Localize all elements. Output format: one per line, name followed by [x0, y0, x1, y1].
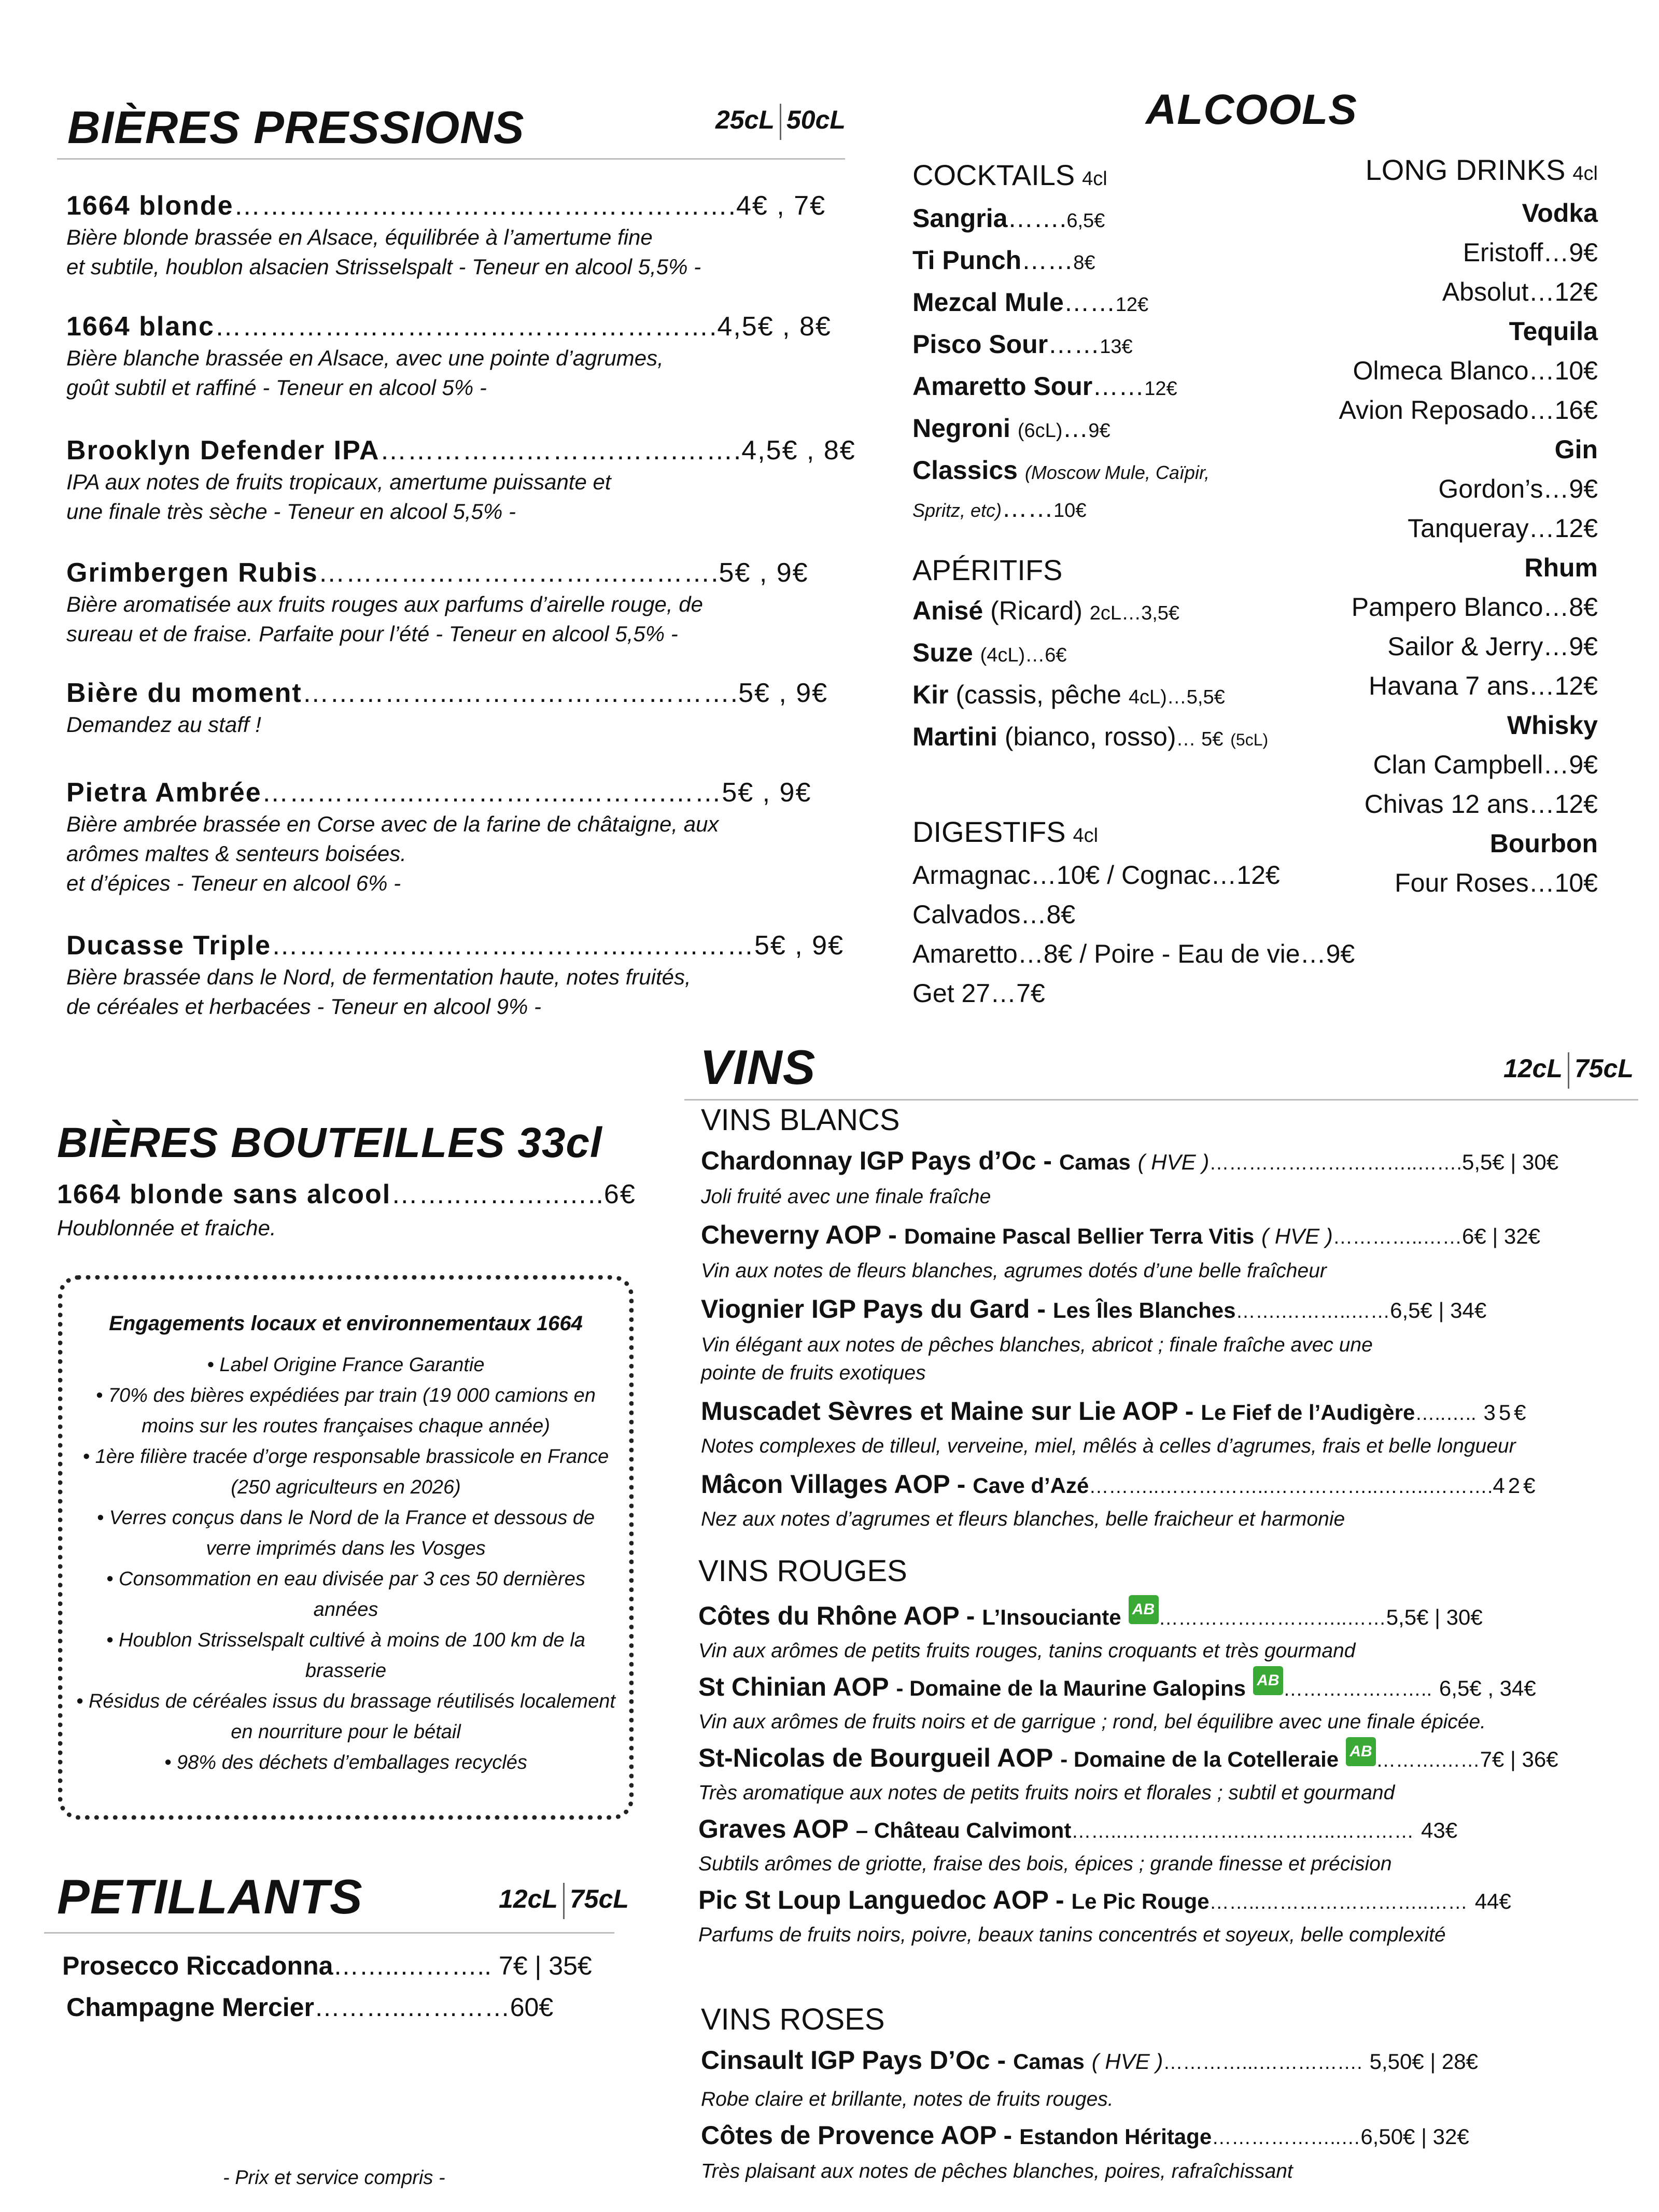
engagement-item: • Résidus de céréales issus du brassage réutilisés localement en nourriture pour le bétail [76, 1690, 615, 1743]
long-drinks-unit: 4cl [1572, 163, 1598, 185]
long-drink-group: Tequila [1509, 317, 1598, 346]
ab-organic-icon: AB [1253, 1666, 1283, 1695]
menu-text [701, 1394, 1644, 1430]
menu-text: Kir [912, 680, 949, 709]
wine-item [701, 1292, 1644, 1387]
beer-name: Ducasse Triple [66, 931, 272, 961]
menu-text [1235, 150, 1598, 193]
engagement-item: • Consommation en eau divisée par 3 ces 50 dernières années [106, 1568, 585, 1621]
menu-text [66, 929, 845, 962]
menu-text: ( HVE ) [1261, 1224, 1333, 1248]
cocktail-item [912, 199, 1210, 241]
menu-text: …………………………..……. [1209, 1152, 1462, 1174]
size-75cl: 75cL [569, 1884, 629, 1914]
beer-price: 4€ , 7€ [736, 191, 826, 221]
menu-text: 13€ [1100, 336, 1133, 358]
menu-text [698, 1599, 1647, 1635]
menu-text [701, 2119, 1644, 2154]
long-drinks-title: LONG DRINKS [1365, 153, 1566, 186]
menu-text: ……….…… [1376, 1750, 1480, 1771]
menu-text: 12€ [1144, 378, 1177, 400]
long-drink-group: Vodka [1522, 199, 1598, 228]
cocktail-item [912, 325, 1210, 367]
cocktail-item-classics [912, 450, 1210, 492]
cocktail-item [912, 408, 1210, 450]
menu-text: …………...……………. [1163, 2052, 1362, 2074]
menu-text: 6,5€ | 34€ [1390, 1298, 1487, 1322]
menu-text: 6,50€ | 32€ [1360, 2124, 1469, 2149]
petillant-item [62, 1949, 592, 1982]
menu-text: Pic St Loup Languedoc AOP - [698, 1885, 1064, 1914]
menu-text: Côtes de Provence AOP - [701, 2121, 1013, 2150]
beer-desc: Demandez au staff ! [66, 712, 261, 737]
menu-text [66, 677, 834, 710]
petillant-price: 7€ | 35€ [498, 1951, 592, 1980]
menu-text [701, 2044, 1644, 2079]
long-drink-item: Absolut…12€ [1442, 277, 1598, 306]
beer-item [66, 929, 845, 1021]
beer-name: Pietra Ambrée [66, 778, 262, 808]
long-drink-group: Gin [1554, 435, 1598, 464]
beer-desc: arômes maltes & senteurs boisées. [66, 841, 406, 866]
menu-text: Negroni [912, 414, 1010, 443]
beer-price: 5€ , 9€ [738, 678, 828, 708]
engagement-item: • Verres conçus dans le Nord de la France et dessous de verre imprimés dans les Vosges [96, 1507, 595, 1559]
menu-text [1235, 430, 1598, 469]
wine-item [701, 1144, 1644, 1211]
menu-text: Chardonnay IGP Pays d’Oc - [701, 1146, 1052, 1175]
menu-text: L’Insouciante [982, 1605, 1121, 1629]
ab-organic-icon: AB [1129, 1595, 1159, 1624]
beer-price: 4,5€ , 8€ [741, 435, 856, 466]
menu-text: Cheverny AOP - [701, 1220, 897, 1249]
menu-text: 10€ [1053, 500, 1087, 522]
menu-text [698, 1670, 1647, 1706]
menu-text: Nez aux notes d’agrumes et fleurs blanches, belle fraicheur et harmonie [701, 1508, 1345, 1530]
menu-text: ( HVE ) [1137, 1150, 1210, 1174]
engagements-title: Engagements locaux et environnementaux 1664 [109, 1312, 583, 1335]
menu-text: Robe claire et brillante, notes de fruits rouges. [701, 2088, 1114, 2110]
menu-text: Camas [1059, 1150, 1131, 1174]
wine-item [698, 1670, 1647, 1736]
beer-item [66, 556, 834, 649]
wine-item [701, 1468, 1644, 1533]
menu-text: ……..……………………..…… [1209, 1892, 1468, 1913]
menu-text: Martini [912, 722, 997, 751]
menu-text: (5cL) [1230, 730, 1269, 749]
beer-dots: …………………………….………. [318, 558, 719, 588]
petillant-price: 60€ [510, 1993, 554, 2022]
menu-text: ………………….. [1283, 1679, 1432, 1700]
menu-text: 2cL [1089, 602, 1122, 624]
engagement-item: • Houblon Strisselspalt cultivé à moins de 100 km de la brasserie [106, 1629, 585, 1682]
menu-text: (6cL) [1017, 420, 1063, 442]
menu-text: Anisé [912, 596, 983, 625]
menu-text: Le Pic Rouge [1071, 1889, 1210, 1913]
menu-text [66, 434, 856, 467]
menu-text: Estandon Héritage [1019, 2124, 1212, 2149]
menu-text: pointe de fruits exotiques [701, 1362, 926, 1384]
menu-text: 5,5€ | 30€ [1462, 1150, 1559, 1174]
beer-desc: Bière brassée dans le Nord, de fermentation haute, notes fruités, [66, 965, 691, 989]
menu-text: Côtes du Rhône AOP - [698, 1601, 975, 1630]
menu-text: St-Nicolas de Bourgueil AOP [698, 1743, 1053, 1772]
menu-text [1235, 548, 1598, 587]
menu-text [780, 104, 781, 140]
menu-text: 44€ [1474, 1889, 1511, 1913]
petillant-name: Prosecco Riccadonna [62, 1951, 333, 1980]
menu-text: 42€ [1493, 1473, 1539, 1498]
beer-dots: …………….……….…….……. [379, 435, 742, 466]
menu-text: 8€ [1073, 252, 1095, 274]
beer-desc: IPA aux notes de fruits tropicaux, amertume puissante et [66, 470, 611, 494]
vins-rouges-section [698, 1553, 1647, 1949]
menu-text: Joli fruité avec une finale fraîche [701, 1186, 991, 1208]
beer-dots: …………………………………..………… [271, 931, 754, 961]
menu-text: 12€ [1115, 294, 1149, 316]
digestif-line: Get 27…7€ [912, 979, 1045, 1008]
long-drink-group: Whisky [1507, 711, 1598, 740]
size-12cl: 12cL [1503, 1054, 1563, 1083]
menu-text: … 5€ [1176, 728, 1224, 750]
long-drink-item: Olmeca Blanco…10€ [1353, 356, 1598, 385]
menu-text: 5,50€ | 28€ [1369, 2049, 1478, 2074]
vins-roses-title: VINS ROSES [701, 2003, 885, 2036]
engagement-item: • Label Origine France Garantie [207, 1354, 485, 1376]
menu-text: …3,5€ [1121, 602, 1180, 624]
wine-item [701, 2119, 1644, 2186]
menu-text: Pisco Sour [912, 330, 1048, 359]
menu-text: Classics [912, 456, 1018, 485]
bieres-pressions-size-header [715, 104, 846, 140]
menu-text [66, 556, 834, 589]
beer-price: 5€ , 9€ [754, 931, 845, 961]
menu-text: …… [1063, 288, 1116, 317]
beer-item [66, 776, 834, 898]
menu-text: Parfums de fruits noirs, poivre, beaux tanins concentrés et soyeux, belle complexité [698, 1924, 1446, 1946]
menu-text [1568, 1052, 1569, 1089]
long-drink-item: Clan Campbell…9€ [1373, 750, 1598, 779]
digestifs-unit: 4cl [1073, 825, 1099, 847]
beer-desc: Bière ambrée brassée en Corse avec de la farine de châtaigne, aux [66, 812, 719, 836]
menu-text: … [1062, 414, 1089, 443]
menu-text: Subtils arômes de griotte, fraise des bois, épices ; grande finesse et précision [698, 1853, 1392, 1875]
cocktails-unit: 4cl [1082, 168, 1107, 190]
menu-text: – Château Calvimont [855, 1818, 1072, 1842]
bieres-pressions-title: BIÈRES PRESSIONS [67, 102, 525, 153]
long-drink-group: Rhum [1524, 553, 1598, 582]
menu-text: 43€ [1421, 1818, 1458, 1842]
size-50cl: 50cL [786, 105, 846, 135]
petillant-dots: ………..………… [314, 1993, 510, 2022]
menu-text: Muscadet Sèvres et Maine sur Lie AOP - [701, 1397, 1194, 1426]
menu-text: …… [1048, 330, 1100, 359]
digestif-line: Amaretto…8€ / Poire - Eau de vie…9€ [912, 939, 1355, 968]
long-drink-item: Tanqueray…12€ [1408, 514, 1598, 543]
beer-desc: Bière blonde brassée en Alsace, équilibrée à l’amertume fine [66, 225, 653, 249]
menu-text: Camas [1013, 2049, 1085, 2074]
menu-text: 6€ | 32€ [1461, 1224, 1541, 1248]
menu-text: - Domaine de la Maurine Galopins [896, 1676, 1246, 1700]
menu-text: 5,5€ | 30€ [1386, 1605, 1483, 1629]
footer-note: - Prix et service compris - [223, 2167, 445, 2189]
menu-text: (Ricard) [990, 596, 1082, 625]
petillants-size-header [499, 1883, 629, 1919]
beer-desc: une finale très sèche - Teneur en alcool 5,5% - [66, 499, 516, 524]
digestif-line: Armagnac…10€ / Cognac…12€ [912, 861, 1280, 890]
petillants-rule [44, 1932, 614, 1934]
menu-text: 9€ [1088, 420, 1110, 442]
menu-text: …….………..…… [1235, 1301, 1390, 1322]
menu-text: ………..……………..……………..……..………. [1089, 1476, 1493, 1498]
petillant-item [66, 1991, 553, 2024]
menu-text [912, 551, 1268, 591]
wine-item [698, 1812, 1647, 1878]
size-12cl: 12cL [499, 1884, 558, 1914]
bottle-beer-dots: ……..………..….. [391, 1179, 604, 1209]
beer-desc: et subtile, houblon alsacien Strisselspalt - Teneur en alcool 5,5% - [66, 255, 701, 279]
menu-text: ………………..… [1212, 2127, 1361, 2149]
menu-text [701, 1218, 1644, 1254]
menu-text: Vin élégant aux notes de pêches blanches, abricot ; finale fraîche avec une [701, 1334, 1373, 1356]
digestifs-title: DIGESTIFS [912, 815, 1066, 848]
beer-dots: ………………………………………………. [214, 312, 718, 342]
menu-text: Très plaisant aux notes de pêches blanches, poires, rafraîchissant [701, 2160, 1293, 2182]
bieres-pressions-rule [57, 158, 845, 160]
engagements-list [63, 1350, 629, 1778]
beer-desc: Bière blanche brassée en Alsace, avec une pointe d’agrumes, [66, 346, 664, 370]
menu-text [563, 1883, 565, 1919]
menu-text [1235, 193, 1598, 233]
wine-item [701, 1394, 1644, 1460]
menu-text: …… [1002, 494, 1054, 523]
beer-name: Brooklyn Defender IPA [66, 435, 380, 466]
menu-text: Spritz, etc) [912, 500, 1002, 521]
bottle-beer-name: 1664 blonde sans alcool [57, 1179, 391, 1209]
menu-text: Notes complexes de tilleul, verveine, miel, mêlés à celles d’agrumes, frais et belle longueur [701, 1435, 1516, 1457]
menu-text: - Domaine de la Cotelleraie [1060, 1747, 1339, 1771]
menu-text: …… [1092, 372, 1145, 401]
menu-text: Les Îles Blanches [1052, 1298, 1236, 1322]
menu-text: (bianco, rosso) [1004, 722, 1176, 751]
menu-text: ……..……………….…………..………… [1071, 1821, 1414, 1842]
long-drink-group: Bourbon [1489, 829, 1598, 858]
petillant-dots: ……..……….. [333, 1951, 491, 1980]
size-75cl: 75cL [1574, 1054, 1634, 1083]
aperitif-item [912, 591, 1268, 633]
menu-text: 6,5€ [1066, 210, 1105, 232]
beer-item [66, 189, 834, 281]
beer-item [66, 677, 834, 739]
cocktail-item-classics-cont [912, 492, 1210, 526]
beer-item [66, 310, 834, 402]
wine-item [701, 2044, 1644, 2114]
menu-text: Mâcon Villages AOP - [701, 1470, 966, 1499]
menu-text [1235, 312, 1598, 351]
aperitifs-section [912, 551, 1268, 759]
beer-desc: de céréales et herbacées - Teneur en alcool 9% - [66, 994, 542, 1019]
beer-name: Grimbergen Rubis [66, 558, 318, 588]
size-25cl: 25cL [715, 105, 775, 135]
vins-title: VINS [700, 1040, 816, 1094]
cocktails-title: COCKTAILS [912, 159, 1075, 191]
menu-text: 4cL) [1128, 686, 1167, 708]
wine-item [701, 1218, 1644, 1285]
bottle-beer-price: 6€ [603, 1179, 636, 1209]
cocktail-item [912, 367, 1210, 408]
menu-text: St Chinian AOP [698, 1672, 889, 1701]
menu-text: Cinsault IGP Pays D’Oc - [701, 2046, 1006, 2075]
aperitifs-title: APÉRITIFS [912, 554, 1063, 586]
beer-name: 1664 blanc [66, 312, 215, 342]
long-drink-item: Avion Reposado…16€ [1339, 396, 1598, 425]
bottle-beer-desc: Houblonnée et fraiche. [57, 1216, 276, 1240]
menu-text: …6€ [1025, 644, 1067, 666]
engagement-item: • 70% des bières expédiées par train (19 000 camions en moins sur les routes françaises chaque année) [96, 1385, 596, 1437]
menu-text: 35€ [1483, 1400, 1529, 1425]
vins-rule [684, 1099, 1638, 1101]
beer-dots: ……………..…………………………. [302, 678, 739, 708]
long-drink-item: Pampero Blanco…8€ [1351, 593, 1598, 622]
beer-item [66, 434, 856, 526]
long-drink-item: Four Roses…10€ [1395, 868, 1598, 897]
aperitif-item [912, 633, 1268, 675]
beer-desc: Bière aromatisée aux fruits rouges aux parfums d’airelle rouge, de [66, 592, 703, 616]
vins-blancs-section [701, 1102, 1644, 1533]
engagement-item: • 98% des déchets d’emballages recyclés [164, 1752, 527, 1773]
menu-text: …5,5€ [1166, 686, 1225, 708]
vins-size-header [1503, 1052, 1634, 1089]
vins-roses-section [701, 2001, 1644, 2186]
menu-text: ………………………..…… [1158, 1608, 1386, 1629]
menu-text: Vin aux arômes de petits fruits rouges, tanins croquants et très gourmand [698, 1640, 1356, 1662]
menu-text: (4cL) [980, 644, 1025, 666]
menu-text [66, 310, 834, 343]
menu-text: Ti Punch [912, 246, 1022, 275]
wine-item [698, 1741, 1647, 1807]
petillants-title: PETILLANTS [57, 1869, 363, 1924]
aperitif-item [912, 675, 1268, 717]
ab-organic-icon: AB [1346, 1737, 1376, 1766]
long-drinks-section [1235, 150, 1598, 903]
beer-price: 4,5€ , 8€ [717, 312, 832, 342]
menu-text: Vin aux notes de fleurs blanches, agrumes dotés d’une belle fraîcheur [701, 1260, 1327, 1282]
wine-item [698, 1599, 1647, 1665]
menu-text: (cassis, pêche [955, 680, 1121, 709]
menu-text: Viognier IGP Pays du Gard - [701, 1294, 1046, 1323]
menu-text: …………..…… [1332, 1227, 1462, 1248]
long-drink-item: Gordon’s…9€ [1438, 474, 1598, 503]
menu-text: …… [1021, 246, 1074, 275]
menu-text: ……. [1007, 204, 1067, 233]
menu-text [912, 156, 1210, 199]
engagements-box [58, 1275, 634, 1820]
menu-text: Mezcal Mule [912, 288, 1064, 317]
menu-text [1235, 706, 1598, 745]
menu-text: Suze [912, 638, 973, 667]
menu-text [66, 776, 834, 809]
long-drink-item: Chivas 12 ans…12€ [1364, 790, 1598, 819]
menu-text [1235, 824, 1598, 863]
menu-text: Le Fief de l’Audigère [1201, 1400, 1415, 1425]
cocktails-section [912, 156, 1210, 526]
menu-text [66, 189, 834, 222]
menu-text: 7€ | 36€ [1480, 1747, 1558, 1771]
beer-dots: ……………..….…………..……….…… [261, 778, 722, 808]
aperitif-item [912, 717, 1268, 759]
beer-name: Bière du moment [66, 678, 302, 708]
menu-text: Domaine Pascal Bellier Terra Vitis [904, 1224, 1255, 1248]
vins-rouges-title: VINS ROUGES [698, 1554, 907, 1588]
menu-text: Cave d’Azé [973, 1473, 1089, 1498]
bottle-beer-line [57, 1178, 636, 1211]
long-drink-item: Eristoff…9€ [1463, 238, 1598, 267]
beer-desc: et d’épices - Teneur en alcool 6% - [66, 871, 401, 895]
menu-text [701, 1144, 1644, 1180]
menu-text: Amaretto Sour [912, 372, 1093, 401]
menu-text [698, 1812, 1647, 1848]
digestif-line: Calvados…8€ [912, 900, 1076, 929]
menu-text: Graves AOP [698, 1814, 849, 1843]
long-drink-item: Havana 7 ans…12€ [1369, 671, 1598, 700]
menu-text: ( HVE ) [1091, 2049, 1163, 2074]
menu-text: 6,5€ , 34€ [1439, 1676, 1536, 1700]
petillant-name: Champagne Mercier [66, 1993, 314, 2022]
engagement-item: • 1ère filière tracée d’orge responsable brassicole en France (250 agriculteurs en 2026) [82, 1446, 609, 1498]
bieres-bouteilles-title: BIÈRES BOUTEILLES 33cl [57, 1119, 602, 1166]
beer-name: 1664 blonde [66, 191, 234, 221]
menu-text: (Moscow Mule, Caïpir, [1024, 462, 1210, 483]
wine-item [698, 1883, 1647, 1949]
alcools-title: ALCOOLS [1146, 86, 1357, 133]
beer-price: 5€ , 9€ [719, 558, 809, 588]
cocktail-item [912, 241, 1210, 283]
beer-desc: sureau et de fraise. Parfaite pour l’été - Teneur en alcool 5,5% - [66, 622, 678, 646]
menu-text [701, 1468, 1644, 1503]
long-drink-item: Sailor & Jerry…9€ [1387, 632, 1598, 661]
menu-text: Sangria [912, 204, 1008, 233]
beer-dots: ………………………………………………. [233, 191, 737, 221]
beer-desc: goût subtil et raffiné - Teneur en alcool 5% - [66, 375, 487, 400]
menu-text: Vin aux arômes de fruits noirs et de garrigue ; rond, bel équilibre avec une finale épicée. [698, 1711, 1486, 1733]
cocktail-item [912, 283, 1210, 325]
menu-text [698, 1741, 1647, 1777]
menu-text [698, 1883, 1647, 1919]
beer-price: 5€ , 9€ [722, 778, 812, 808]
menu-text [701, 1292, 1644, 1328]
menu-text: …..….. [1415, 1403, 1477, 1425]
menu-text: Très aromatique aux notes de petits fruits noirs et florales ; subtil et gourmand [698, 1782, 1395, 1804]
vins-blancs-title: VINS BLANCS [701, 1103, 900, 1137]
